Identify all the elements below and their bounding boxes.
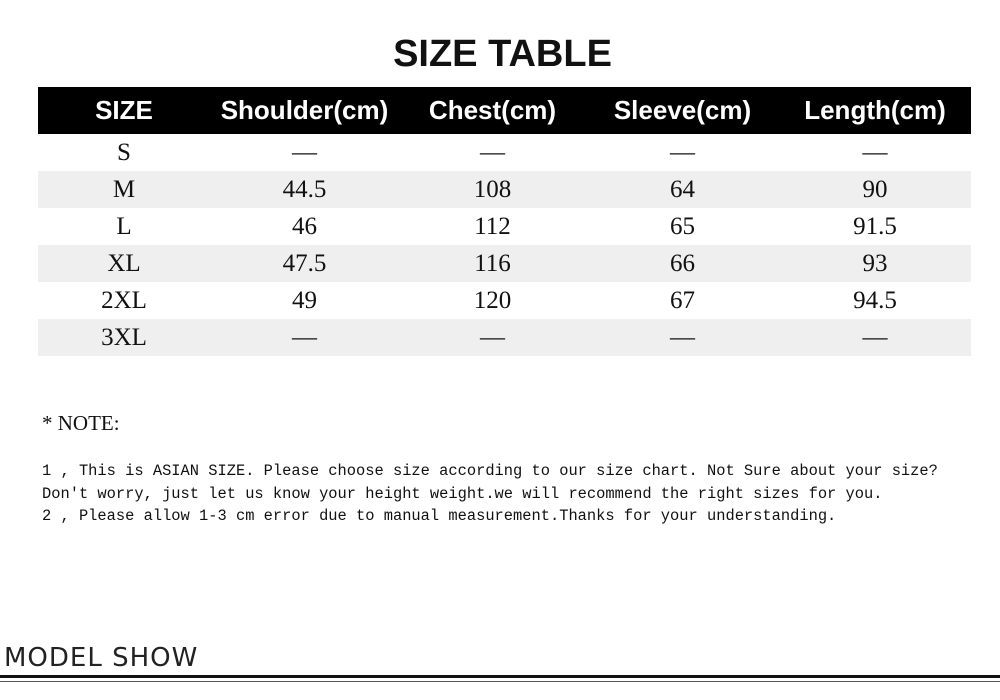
table-row	[38, 282, 971, 319]
cell-sleeve: —	[670, 323, 695, 351]
table-row	[38, 134, 971, 171]
cell-sleeve: 64	[670, 175, 695, 203]
cell-chest: —	[480, 323, 505, 351]
header-sleeve: Sleeve(cm)	[613, 95, 752, 125]
cell-length: —	[862, 323, 888, 351]
note-line-1: 1 , This is ASIAN SIZE. Please choose size according to our size chart. Not Sure about your size? Don't worry, just let us know your height weight.we will recommend the right sizes for you.	[42, 462, 948, 503]
header-size: SIZE	[95, 95, 153, 125]
page-title: SIZE TABLE	[393, 33, 612, 75]
table-row	[38, 171, 971, 208]
cell-sleeve: 67	[670, 286, 695, 314]
cell-shoulder: —	[292, 323, 317, 351]
note-body	[42, 460, 948, 528]
cell-sleeve: 65	[670, 212, 695, 240]
cell-shoulder: 49	[292, 286, 317, 314]
header-shoulder: Shoulder(cm)	[220, 95, 389, 125]
cell-chest: 112	[474, 212, 511, 240]
cell-chest: 108	[473, 175, 512, 203]
cell-sleeve: 66	[670, 249, 695, 277]
cell-length: —	[862, 138, 888, 166]
table-row	[38, 245, 971, 282]
section-divider-thick	[0, 675, 1000, 678]
cell-size: M	[112, 175, 136, 203]
cell-chest: —	[480, 138, 505, 166]
cell-size: 2XL	[101, 286, 147, 314]
note-heading: * NOTE:	[42, 411, 120, 435]
cell-shoulder: 44.5	[282, 175, 327, 203]
cell-size: L	[116, 212, 132, 240]
cell-shoulder: 47.5	[282, 249, 327, 277]
cell-length: 90	[862, 175, 888, 203]
cell-shoulder: —	[292, 138, 317, 166]
note-line-2: 2 , Please allow 1-3 cm error due to manual measurement.Thanks for your understanding.	[42, 507, 837, 525]
cell-length: 91.5	[853, 212, 897, 240]
cell-shoulder: 46	[292, 212, 317, 240]
cell-chest: 116	[474, 249, 511, 277]
table-row	[38, 319, 971, 356]
cell-length: 94.5	[853, 286, 897, 314]
section-label-model-show: MODEL SHOW	[4, 643, 199, 673]
cell-length: 93	[862, 249, 888, 277]
cell-size: 3XL	[101, 323, 147, 351]
section-divider-thin	[0, 681, 1000, 682]
cell-size: XL	[107, 249, 141, 277]
cell-chest: 120	[473, 286, 512, 314]
header-chest: Chest(cm)	[428, 95, 557, 125]
cell-sleeve: —	[670, 138, 695, 166]
table-row	[38, 208, 971, 245]
size-table	[38, 87, 971, 356]
cell-size: S	[117, 138, 131, 166]
header-length: Length(cm)	[804, 95, 946, 125]
table-header-row	[38, 87, 971, 134]
